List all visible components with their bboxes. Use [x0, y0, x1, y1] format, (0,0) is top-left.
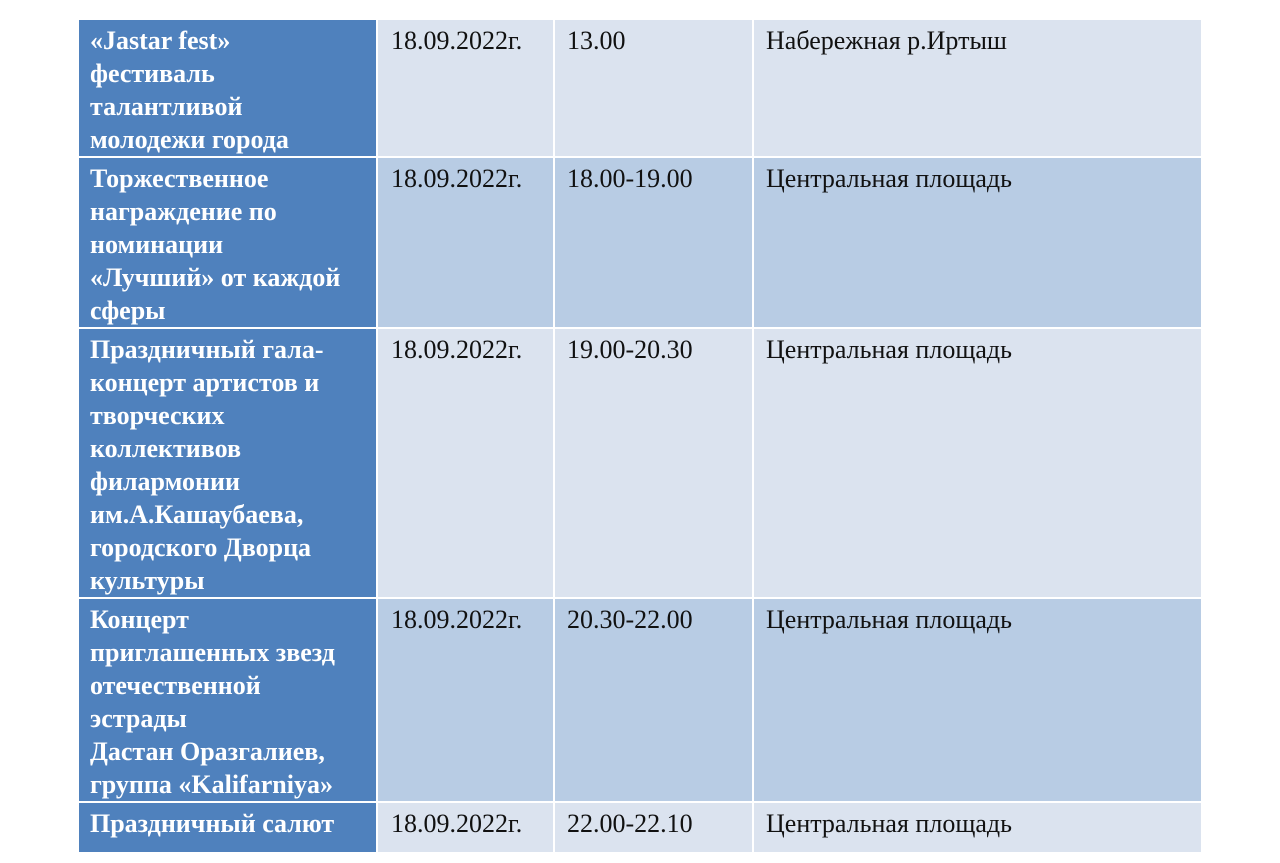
event-date: 18.09.2022г.: [377, 157, 554, 328]
event-date: 18.09.2022г.: [377, 598, 554, 802]
event-name: Праздничный салют: [79, 802, 377, 852]
event-name: «Jastar fest» фестиваль талантливой молодежи города: [79, 20, 377, 157]
event-time: 22.00-22.10: [554, 802, 753, 852]
event-date: 18.09.2022г.: [377, 328, 554, 598]
event-date: 18.09.2022г.: [377, 802, 554, 852]
event-place: Центральная площадь: [753, 598, 1201, 802]
table-row: [79, 328, 1201, 598]
event-place: Центральная площадь: [753, 328, 1201, 598]
event-place: Центральная площадь: [753, 157, 1201, 328]
event-name: Концерт приглашенных звезд отечественной эстрады Дастан Оразгалиев, группа «Kalifarniya»: [79, 598, 377, 802]
event-schedule-table: [79, 20, 1201, 852]
event-time: 19.00-20.30: [554, 328, 753, 598]
event-time: 13.00: [554, 20, 753, 157]
event-time: 20.30-22.00: [554, 598, 753, 802]
table-row: [79, 598, 1201, 802]
event-place: Набережная р.Иртыш: [753, 20, 1201, 157]
table-row: [79, 802, 1201, 852]
event-name: Праздничный гала- концерт артистов и творческих коллективов филармонии им.А.Кашаубаева, городского Дворца культуры: [79, 328, 377, 598]
event-date: 18.09.2022г.: [377, 20, 554, 157]
table-row: [79, 20, 1201, 157]
event-place: Центральная площадь: [753, 802, 1201, 852]
event-time: 18.00-19.00: [554, 157, 753, 328]
table-row: [79, 157, 1201, 328]
event-name: Торжественное награждение по номинации «Лучший» от каждой сферы: [79, 157, 377, 328]
